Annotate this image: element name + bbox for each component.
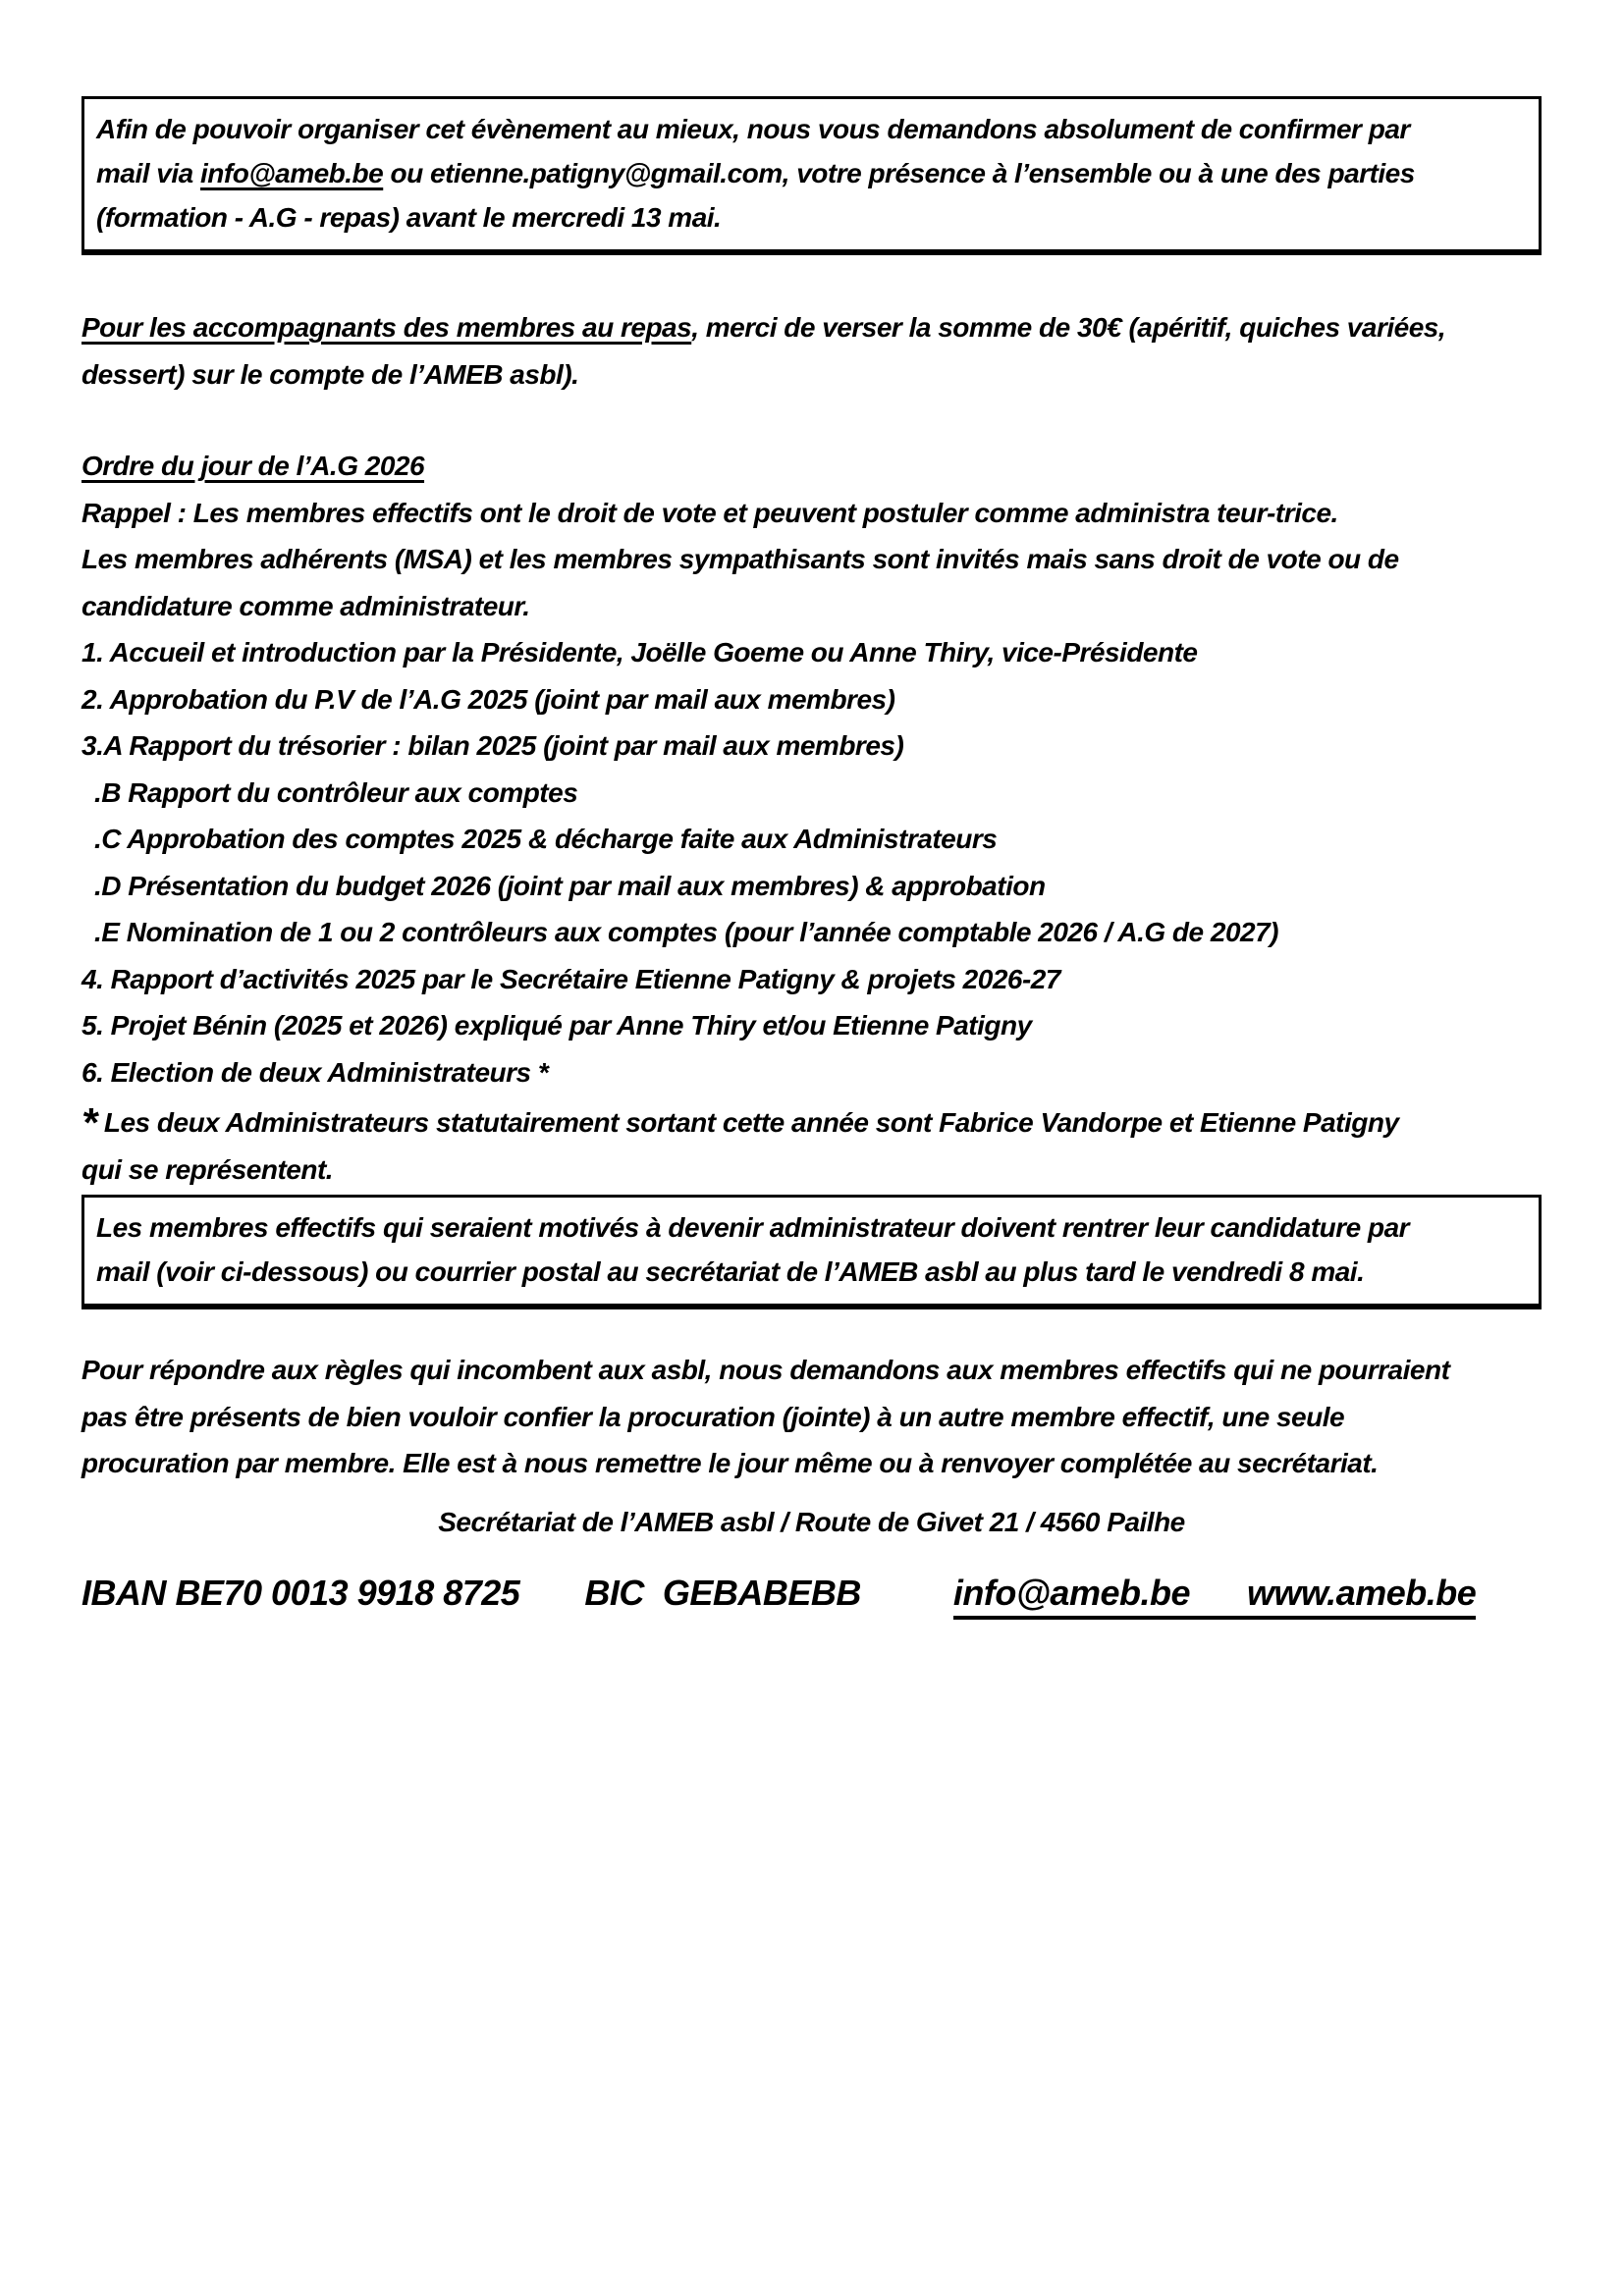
agenda-heading (81, 443, 1542, 490)
notice-line-3: (formation - A.G - repas) avant le mercredi 13 mai. (96, 202, 722, 233)
footnote-line-1 (81, 1099, 1542, 1147)
proxy-line-3: procuration par membre. Elle est à nous remettre le jour même ou à renvoyer complétée au secrétariat. (81, 1448, 1379, 1478)
agenda-sub-item: .E Nomination de 1 ou 2 contrôleurs aux comptes (pour l’année comptable 2026 / A.G de 2027) (94, 917, 1278, 947)
agenda-item: 1. Accueil et introduction par la Présidente, Joëlle Goeme ou Anne Thiry, vice-Présidente (81, 637, 1198, 667)
bank-contact-line (81, 1569, 1542, 1618)
proxy-line-1: Pour répondre aux règles qui incombent aux asbl, nous demandons aux membres effectifs qui ne pourraient (81, 1355, 1450, 1385)
agenda-item: 3.A Rapport du trésorier : bilan 2025 (joint par mail aux membres) (81, 730, 904, 761)
proxy-line-2: pas être présents de bien vouloir confier la procuration (jointe) à un autre membre effectif, une seule (81, 1401, 1345, 1432)
footnote-line-1-text: Les deux Administrateurs statutairement sortant cette année sont Fabrice Vandorpe et Etienne Patigny (103, 1107, 1399, 1138)
agenda-item: 5. Projet Bénin (2025 et 2026) expliqué par Anne Thiry et/ou Etienne Patigny (81, 1010, 1032, 1041)
candidacy-notice-box (81, 1195, 1542, 1309)
agenda-item: 4. Rapport d’activités 2025 par le Secrétaire Etienne Patigny & projets 2026-27 (81, 963, 1060, 994)
agenda-item: 2. Approbation du P.V de l’A.G 2025 (joint par mail aux membres) (81, 683, 895, 715)
agenda-sub-item: .B Rapport du contrôleur aux comptes (94, 776, 578, 808)
website-link[interactable]: www.ameb.be (1247, 1573, 1477, 1613)
proxy-note (81, 1347, 1542, 1487)
meal-payment-note (81, 304, 1542, 398)
notice-line-2-suffix: ou etienne.patigny@gmail.com, votre présence à l’ensemble ou à une des parties (383, 158, 1415, 188)
agenda-item: 6. Election de deux Administrateurs * (81, 1056, 549, 1088)
notice-line-1: Afin de pouvoir organiser cet évènement au mieux, nous vous demandons absolument de confirmer par (96, 114, 1410, 144)
agenda-heading-text: Ordre du jour de l’A.G 2026 (81, 451, 425, 481)
agenda-list (81, 629, 1542, 1095)
confirmation-notice-box (81, 96, 1542, 255)
bic-code: BIC GEBABEBB (584, 1573, 861, 1613)
agenda-sub-item: .D Présentation du budget 2026 (joint par mail aux membres) & approbation (94, 870, 1046, 901)
meal-note-line-1-rest: , merci de verser la somme de 30€ (apéritif, quiches variées, (691, 312, 1446, 343)
asterisk-footnote (81, 1099, 1542, 1193)
email-link-footer[interactable]: info@ameb.be (952, 1573, 1190, 1613)
agenda-rappel (81, 490, 1542, 630)
rappel-line-2: Les membres adhérents (MSA) et les membres sympathisants sont invités mais sans droit de vote ou de (81, 544, 1399, 574)
email-link[interactable]: info@ameb.be (200, 158, 384, 188)
notice-line-2 (96, 151, 1521, 195)
footnote-line-2: qui se représentent. (81, 1153, 334, 1185)
secretariat-address: Secrétariat de l’AMEB asbl / Route de Givet 21 / 4560 Pailhe (438, 1506, 1185, 1537)
rappel-line-1: Rappel : Les membres effectifs ont le droit de vote et peuvent postuler comme administra teur-trice. (81, 497, 1338, 528)
meal-note-underlined-phrase: Pour les accompagnants des membres au repas (81, 312, 692, 343)
agenda-sub-item: .C Approbation des comptes 2025 & décharge faite aux Administrateurs (94, 824, 998, 854)
contact-links (953, 1573, 1476, 1620)
candidacy-line-1: Les membres effectifs qui seraient motivés à devenir administrateur doivent rentrer leur candidature par (96, 1212, 1410, 1243)
notice-line-2-prefix: mail via (96, 158, 201, 188)
candidacy-line-2: mail (voir ci-dessous) ou courrier postal au secrétariat de l’AMEB asbl au plus tard le vendredi 8 mai. (96, 1256, 1365, 1287)
rappel-line-3: candidature comme administrateur. (81, 590, 530, 621)
meal-note-line-1 (81, 304, 1542, 351)
iban-number: IBAN BE70 0013 9918 8725 (81, 1573, 520, 1613)
asterisk-marker: * (81, 1099, 97, 1146)
meal-note-line-2: dessert) sur le compte de l’AMEB asbl). (81, 358, 579, 390)
